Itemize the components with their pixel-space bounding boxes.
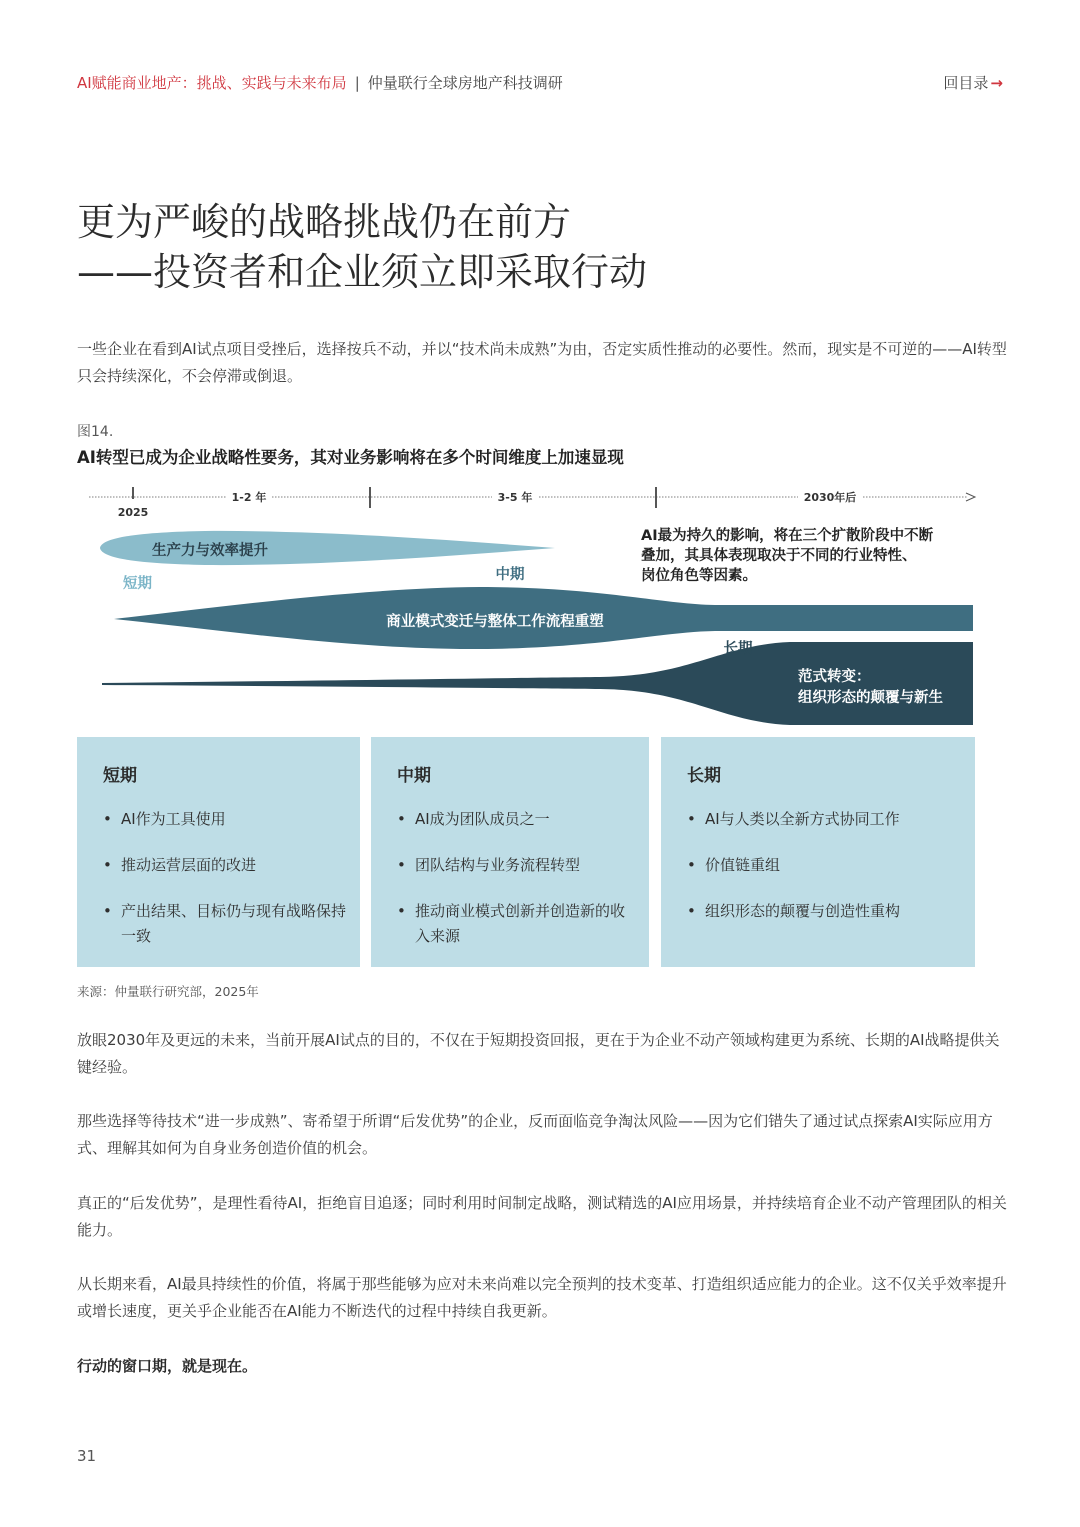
diagram-note-line-2: 叠加，其具体表现取决于不同的行业特性、: [641, 548, 917, 564]
diagram-note-line-1: AI最为持久的影响，将在三个扩散阶段中不断: [641, 528, 934, 544]
body-paragraph: 那些选择等待技术“进一步成熟”、寄希望于所谓“后发优势”的企业，反而面临竞争淘汰风险——因为它们错失了通过试点探索AI实际应用方式、理解其如何为自身业务创造价值的机会。: [77, 1112, 993, 1157]
phase-box-mid: [371, 737, 649, 967]
list-item: • 价值链重组: [687, 853, 961, 878]
arrow-right-icon: →: [990, 74, 1003, 92]
intro-paragraph: 一些企业在看到AI试点项目受挫后，选择按兵不动，并以“技术尚未成熟”为由，否定实质性推动的必要性。然而，现实是不可逆的——AI转型只会持续深化，不会停滞或倒退。: [77, 340, 1007, 385]
figure-title: AI转型已成为企业战略性要务，其对业务影响将在多个时间维度上加速显现: [77, 448, 624, 467]
phase-label-short: 短期: [123, 576, 152, 592]
timeline-label-1-2-years: 1-2 年: [231, 491, 267, 504]
phase-box-short: [77, 737, 360, 967]
phase-box-long: [661, 737, 975, 967]
header-separator: |: [354, 74, 360, 92]
list-item: • 团队结构与业务流程转型: [397, 853, 635, 878]
report-subtitle: 仲量联行全球房地产科技调研: [367, 74, 563, 92]
report-title: AI赋能商业地产：挑战、实践与未来布局: [77, 74, 347, 92]
body-paragraph: 放眼2030年及更远的未来，当前开展AI试点的目的，不仅在于短期投资回报，更在于为企业不动产领域构建更为系统、长期的AI战略提供关键经验。: [77, 1031, 1000, 1076]
timeline-diagram: [0, 478, 1080, 730]
stream-short-term-label: 生产力与效率提升: [152, 543, 268, 559]
page-header: [77, 72, 1003, 96]
phase-box-title: 短期: [103, 766, 137, 786]
body-paragraph: 从长期来看，AI最具持续性的价值，将属于那些能够为应对未来尚难以完全预判的技术变革、打造组织适应能力的企业。这不仅关乎效率提升或增长速度，更关乎企业能否在AI能力不断迭代的过程中持续自我更新。: [77, 1275, 1007, 1320]
body-paragraph: 真正的“后发优势”，是理性看待AI，拒绝盲目追逐；同时利用时间制定战略，测试精选的AI应用场景，并持续培育企业不动产管理团队的相关能力。: [77, 1194, 1007, 1239]
phase-box-list: [687, 807, 961, 945]
phase-box-list: [397, 807, 635, 970]
back-to-contents-link[interactable]: [943, 72, 1003, 93]
phase-label-mid: 中期: [495, 567, 525, 583]
timeline-label-2030-after: 2030年后: [803, 491, 857, 504]
page-number: 31: [77, 1447, 97, 1465]
list-item: • AI作为工具使用: [103, 807, 346, 832]
page-title: [77, 197, 977, 297]
figure-label: 图14.: [77, 424, 114, 440]
phase-box-title: 中期: [397, 766, 431, 786]
stream-mid-term-label: 商业模式变迁与整体工作流程重塑: [386, 614, 604, 630]
list-item: • 推动商业模式创新并创造新的收入来源: [397, 899, 635, 949]
figure-source: 来源：仲量联行研究部，2025年: [77, 984, 259, 999]
diagram-note-line-3: 岗位角色等因素。: [641, 568, 757, 584]
stream-long-term-label-1: 范式转变：: [798, 669, 871, 685]
phase-box-list: [103, 807, 346, 970]
timeline-label-3-5-years: 3-5 年: [497, 491, 533, 504]
list-item: • 组织形态的颠覆与创造性重构: [687, 899, 961, 924]
list-item: • AI与人类以全新方式协同工作: [687, 807, 961, 832]
timeline-label-2025: 2025: [117, 506, 149, 519]
title-line-2: ——投资者和企业须立即采取行动: [77, 250, 648, 294]
phase-box-title: 长期: [687, 766, 721, 786]
list-item: • 产出结果、目标仍与现有战略保持一致: [103, 899, 346, 949]
closing-statement: 行动的窗口期，就是现在。: [77, 1357, 258, 1375]
title-line-1: 更为严峻的战略挑战仍在前方: [77, 200, 572, 244]
stream-long-term-label-2: 组织形态的颠覆与新生: [798, 690, 943, 706]
list-item: • AI成为团队成员之一: [397, 807, 635, 832]
back-to-contents-label: 回目录: [943, 74, 989, 92]
timeline-arrow-icon: [966, 493, 975, 501]
list-item: • 推动运营层面的改进: [103, 853, 346, 878]
phase-label-long: 长期: [723, 641, 753, 657]
